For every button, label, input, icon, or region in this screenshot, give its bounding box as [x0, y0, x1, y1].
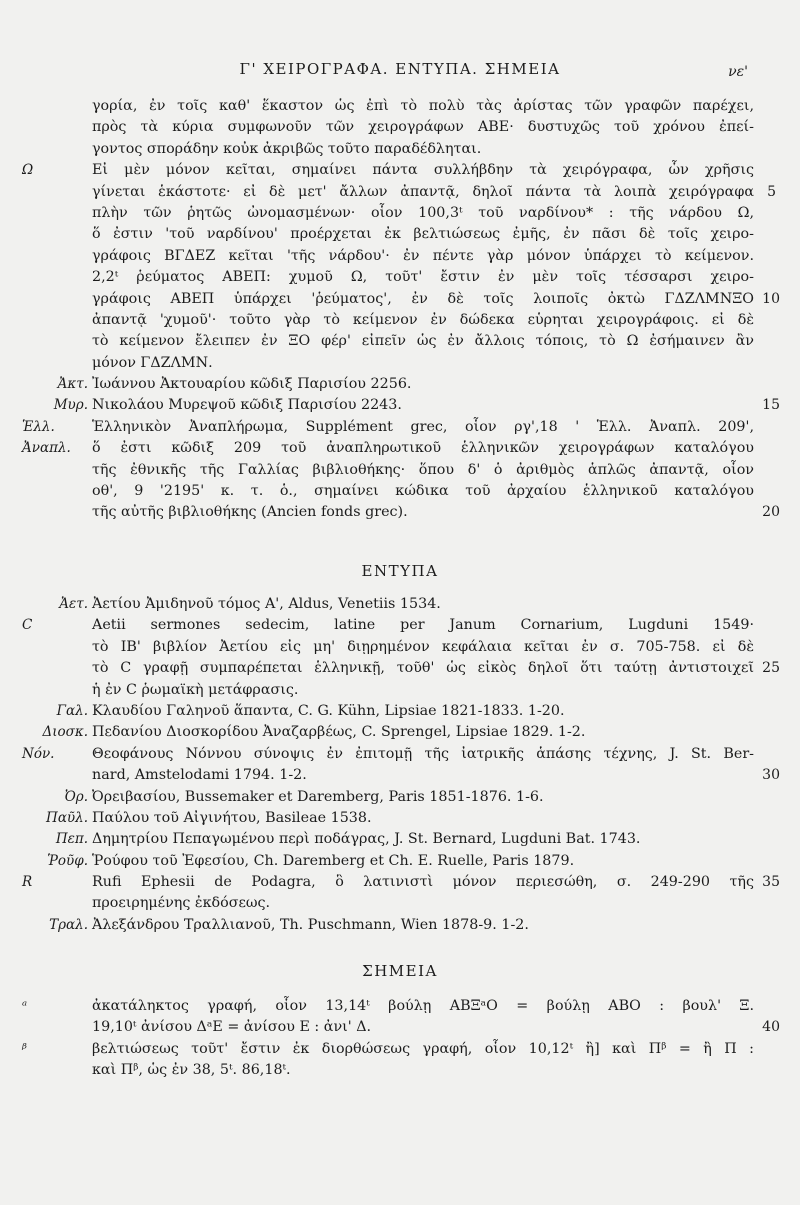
- text-line: [53, 395, 780, 416]
- text-line: [56, 701, 754, 722]
- line-text: γράφοις ΒΓΔΕΖ κεῖται 'τῆς νάρδου'· ἐν πέντε γὰρ μόνον ὑπάρχει τὸ κείμενον.: [92, 247, 754, 264]
- line-text: Ἑλληνικὸν Ἀναπλήρωμα, Supplément grec, οἷον ργ',18 ' Ἑλλ. Ἀναπλ. 209',: [92, 418, 754, 435]
- line-text: Ὀρειβασίου, Bussemaker et Daremberg, Paris 1851-1876. 1-6.: [92, 788, 544, 805]
- siglum: Ω: [22, 162, 34, 179]
- line-text: Πεδανίου Διοσκορίδου Ἀναζαρβέως, C. Sprengel, Lipsiae 1829. 1-2.: [92, 724, 586, 741]
- text-line: [92, 502, 780, 523]
- text-line: [92, 460, 754, 481]
- siglum: ᵃ: [22, 998, 28, 1014]
- siglum: Γαλ.: [56, 702, 88, 719]
- text-line: [64, 787, 754, 808]
- text-line: [92, 1017, 780, 1038]
- line-number: 15: [762, 397, 780, 414]
- line-text: τὸ C γραφῇ συμπαρέπεται ἑλληνικῇ, τοῦθ' ὡς εἰκὸς δηλοῖ ὅτι ταύτῃ ἀντιστοιχεῖ: [92, 660, 754, 677]
- line-text: Ἀετίου Ἀμιδηνοῦ τόμος Α', Aldus, Venetiis 1534.: [92, 596, 441, 612]
- line-text: πρὸς τὰ κύρια συμφωνοῦν τῶν χειρογράφων ΑΒΕ· δυστυχῶς τοῦ χρόνου ἐπεί-: [92, 119, 754, 136]
- text-line: [57, 374, 754, 395]
- line-number: 20: [762, 504, 780, 521]
- printed-editions-section: [22, 594, 780, 936]
- line-text: ἡ ἐν C ῥωμαϊκὴ μετάφρασις.: [92, 681, 299, 698]
- line-text: οθ', 9 '2195' κ. τ. ὁ., σημαίνει κώδικα τοῦ ἀρχαίου ἑλληνικοῦ καταλόγου: [92, 483, 754, 500]
- siglum: Μυρ.: [53, 397, 88, 414]
- line-text: ὅ ἐστι κῶδιξ 209 τοῦ ἀναπληρωτικοῦ ἑλληνικῶν χειρογράφων καταλόγου: [92, 440, 754, 457]
- signs-section: [22, 996, 780, 1082]
- line-text: γοντος σποράδην κοὐκ ἀκριβῶς τοῦτο παραδέδληται.: [92, 140, 482, 157]
- line-text: Κλαυδίου Γαληνοῦ ἅπαντα, C. G. Kühn, Lipsiae 1821-1833. 1-20.: [92, 702, 565, 719]
- text-line: [92, 289, 780, 310]
- text-line: [46, 808, 754, 829]
- manuscripts-section: [22, 96, 780, 524]
- text-line: [92, 182, 776, 203]
- text-line: [92, 353, 754, 374]
- line-text: γράφοις ΑΒΕΠ ὑπάρχει 'ῥεύματος', ἐν δὲ τοῖς λοιποῖς ὀκτὼ ΓΔΖΛΜΝΞΟ: [92, 290, 754, 307]
- line-number: 30: [762, 767, 780, 784]
- line-text: ἀκατάληκτος γραφή, οἷον 13,14ᵗ βούλῃ ΑΒΞᵃΟ = βούλῃ ΑΒΟ : βουλ' Ξ.: [92, 998, 754, 1014]
- text-line: [92, 267, 754, 288]
- text-line: [92, 481, 754, 502]
- line-text: τὸ κείμενον ἔλειπεν ἐν ΞΟ φέρ' εἰπεῖν ὡς ἐν ἄλλοις τόποις, τὸ Ω ἐσήμαινεν ἂν: [92, 333, 754, 350]
- section-title-signs: ΣΗΜΕΙΑ: [362, 962, 438, 980]
- text-line: [22, 615, 754, 636]
- text-line: [22, 1039, 754, 1060]
- line-text: γορία, ἐν τοῖς καθ' ἕκαστον ὡς ἐπὶ τὸ πολὺ τὰς ἀρίστας τῶν γραφῶν παρέχει,: [92, 98, 754, 114]
- siglum: Ἀκτ.: [57, 376, 88, 393]
- text-line: [22, 417, 754, 438]
- text-line: [92, 246, 754, 267]
- text-line: [92, 658, 780, 679]
- text-line: [92, 203, 754, 224]
- siglum: Ὀρ.: [64, 788, 88, 805]
- text-line: [22, 996, 754, 1017]
- text-line: [47, 851, 754, 872]
- siglum: Ἀναπλ.: [22, 440, 71, 457]
- text-line: [92, 117, 754, 138]
- line-text: Νικολάου Μυρεψοῦ κῶδιξ Παρισίου 2243.: [92, 397, 402, 414]
- line-text: Ἀλεξάνδρου Τραλλιανοῦ, Th. Puschmann, Wien 1878-9. 1-2.: [92, 916, 529, 933]
- siglum: Διοσκ.: [42, 724, 88, 741]
- text-line: [92, 139, 754, 160]
- siglum: R: [22, 874, 33, 891]
- siglum: ᵝ: [22, 1040, 27, 1057]
- line-text: Ἰωάννου Ἀκτουαρίου κῶδιξ Παρισίου 2256.: [92, 376, 412, 393]
- line-text: 2,2ᵗ ῥεύματος ΑΒΕΠ: χυμοῦ Ω, τοῦτ' ἔστιν ἐν μὲν τοῖς τέσσαρσι χειρο-: [92, 269, 754, 286]
- line-text: προειρημένης ἐκδόσεως.: [92, 895, 271, 912]
- text-line: [22, 438, 754, 459]
- line-text: ἀπαντᾷ 'χυμοῦ'· τοῦτο γὰρ τὸ κείμενον ἐν δώδεκα εὑρηται χειρογράφοις. εἰ δὲ: [92, 311, 754, 328]
- line-number: 25: [762, 660, 780, 677]
- line-text: πλὴν τῶν ῥητῶς ὠνομασμένων· οἷον 100,3ᵗ τοῦ ναρδίνου* : τῆς νάρδου Ω,: [92, 204, 754, 221]
- text-line: [92, 765, 780, 786]
- page-number: νε': [728, 64, 748, 80]
- line-text: καὶ Πᵝ, ὡς ἐν 38, 5ᵗ. 86,18ᵗ.: [92, 1062, 291, 1079]
- line-text: βελτιώσεως τοῦτ' ἔστιν ἐκ διορθώσεως γραφή, οἷον 10,12ᵗ ἢ] καὶ Πᵝ = ἢ Π :: [92, 1040, 754, 1057]
- line-text: Rufi Ephesii de Podagra, ὃ λατινιστὶ μόνον περιεσώθη, σ. 249-290 τῆς: [92, 874, 754, 891]
- siglum: Ἑλλ.: [22, 418, 55, 435]
- text-line: [92, 680, 754, 701]
- siglum: Τραλ.: [49, 916, 88, 933]
- running-title: Γ' ΧΕΙΡΟΓΡΑΦΑ. ΕΝΤΥΠΑ. ΣΗΜΕΙΑ: [239, 60, 561, 78]
- line-text: nard, Amstelodami 1794. 1-2.: [92, 767, 307, 784]
- section-title-printed: ΕΝΤΥΠΑ: [361, 562, 439, 580]
- siglum: Πεπ.: [55, 831, 88, 848]
- text-line: [92, 637, 754, 658]
- text-line: [92, 331, 754, 352]
- text-line: [59, 594, 754, 615]
- siglum: Ἀετ.: [59, 596, 88, 612]
- line-text: τῆς ἐθνικῆς τῆς Γαλλίας βιβλιοθήκης· ὅπου δ' ὁ ἀριθμὸς ἁπλῶς ἀπαντᾷ, οἷον: [92, 461, 754, 478]
- line-text: ὅ ἐστιν 'τοῦ ναρδίνου' προέρχεται ἐκ βελτιώσεως ἐμῆς, ἐν πᾶσι δὲ τοῖς χειρο-: [92, 226, 754, 243]
- text-line: [92, 310, 754, 331]
- line-text: Ῥούφου τοῦ Ἐφεσίου, Ch. Daremberg et Ch. E. Ruelle, Paris 1879.: [92, 852, 575, 869]
- text-line: [22, 744, 754, 765]
- line-text: μόνον ΓΔΖΛΜΝ.: [92, 354, 213, 371]
- siglum: Νόν.: [22, 745, 55, 762]
- text-line: [92, 96, 754, 117]
- text-line: [92, 893, 754, 914]
- line-text: Παύλου τοῦ Αἰγινήτου, Basileae 1538.: [92, 809, 372, 826]
- line-text: Δημητρίου Πεπαγωμένου περὶ ποδάγρας, J. St. Bernard, Lugduni Bat. 1743.: [92, 831, 641, 848]
- siglum: Ῥοῦφ.: [47, 852, 88, 869]
- line-text: Aetii sermones sedecim, latine per Janum Cornarium, Lugduni 1549·: [92, 617, 754, 634]
- text-line: [55, 829, 754, 850]
- line-text: Θεοφάνους Νόννου σύνοψις ἐν ἐπιτομῇ τῆς ἰατρικῆς ἁπάσης τέχνης, J. St. Ber-: [92, 745, 754, 762]
- line-number: 10: [762, 290, 780, 307]
- line-text: τῆς αὐτῆς βιβλιοθήκης (Ancien fonds grec).: [92, 504, 408, 521]
- siglum: C: [22, 617, 33, 634]
- text-line: [92, 1060, 754, 1081]
- line-text: 19,10ᵗ ἀνίσου ΔᵃΕ = ἀνίσου Ε : ἀνι' Δ.: [92, 1019, 372, 1036]
- text-line: [92, 224, 754, 245]
- line-number: 35: [762, 874, 780, 891]
- text-line: [42, 722, 754, 743]
- line-number: 40: [762, 1019, 780, 1036]
- line-text: τὸ ΙΒ' βιβλίον Ἀετίου εἰς μη' διῃρημένον κεφάλαια κεῖται ἐν σ. 705-758. εἰ δὲ: [92, 638, 754, 655]
- siglum: Παῦλ.: [46, 809, 88, 826]
- text-line: [22, 160, 754, 181]
- text-line: [49, 915, 754, 936]
- line-text: γίνεται ἑκάστοτε· εἰ δὲ μετ' ἄλλων ἀπαντᾷ, δηλοῖ πάντα τὰ λοιπὰ χειρόγραφα: [92, 183, 754, 200]
- line-number: 5: [767, 183, 776, 200]
- line-text: Εἰ μὲν μόνον κεῖται, σημαίνει πάντα συλλήβδην τὰ χειρόγραφα, ὧν χρῆσις: [92, 162, 754, 179]
- text-line: [22, 872, 780, 893]
